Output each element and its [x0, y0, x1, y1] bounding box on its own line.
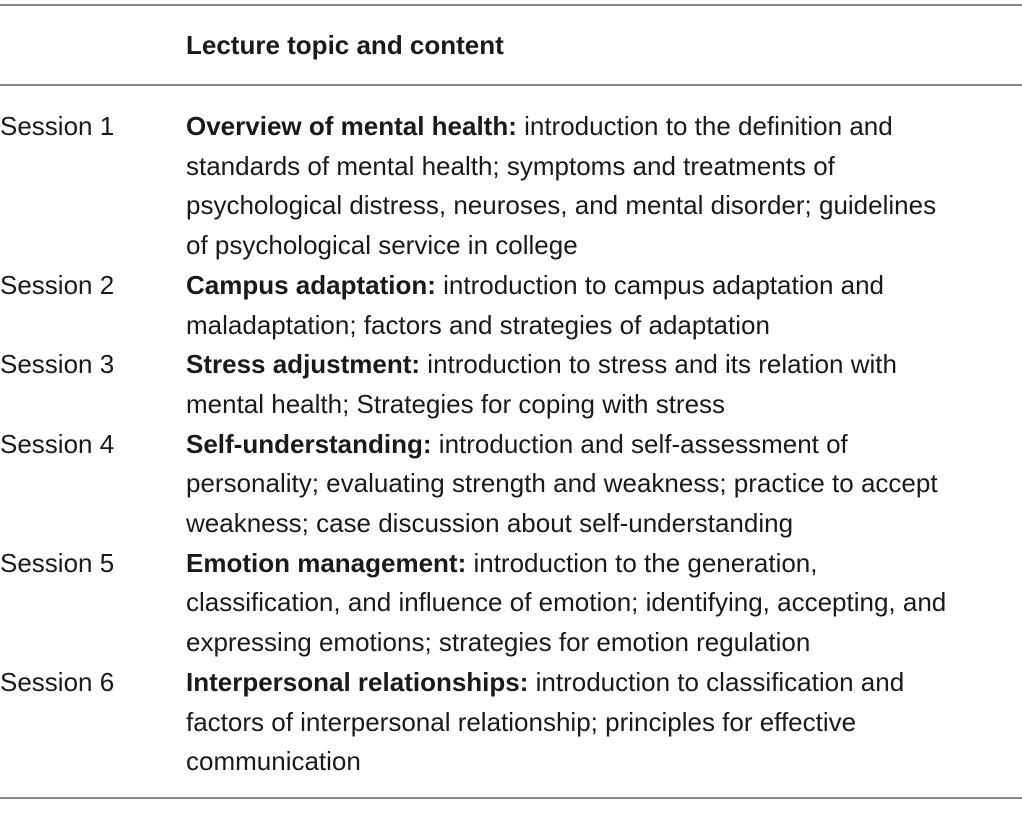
content-line — [186, 345, 1020, 385]
table-row — [0, 266, 1022, 345]
session-content — [186, 425, 1020, 544]
content-line — [186, 266, 1020, 306]
header-divider-rule — [0, 84, 1022, 86]
table-row — [0, 345, 1022, 424]
content-line: of psychological service in college — [186, 230, 578, 261]
table-top-rule — [0, 4, 1022, 6]
topic-description: introduction and self-assessment of — [431, 428, 848, 459]
session-content — [186, 345, 1020, 424]
content-line — [186, 425, 1020, 465]
topic-title: Emotion management: — [186, 547, 467, 578]
topic-title: Overview of mental health: — [186, 111, 517, 141]
session-content — [186, 544, 1020, 663]
session-content — [186, 663, 1020, 782]
content-line: factors of interpersonal relationship; principles for effective — [186, 706, 857, 737]
content-line: communication — [186, 746, 361, 777]
content-line: standards of mental health; symptoms and treatments of — [186, 150, 835, 181]
topic-description: introduction to classification and — [528, 666, 905, 697]
content-line — [186, 663, 1020, 703]
topic-description: introduction to the generation, — [466, 547, 818, 578]
session-label: Session 4 — [0, 428, 115, 459]
content-line: expressing emotions; strategies for emotion regulation — [186, 627, 811, 658]
topic-title: Stress adjustment: — [186, 349, 421, 380]
column-header-lecture-topic: Lecture topic and content — [186, 30, 504, 60]
table-bottom-rule — [0, 797, 1022, 799]
table-row — [0, 663, 1022, 782]
content-line: personality; evaluating strength and weakness; practice to accept — [186, 468, 938, 499]
session-label: Session 1 — [0, 111, 115, 141]
content-line: mental health; Strategies for coping with stress — [186, 388, 726, 419]
table-row — [0, 544, 1022, 663]
topic-title: Interpersonal relationships: — [186, 666, 529, 697]
session-label: Session 5 — [0, 547, 115, 578]
table-row — [0, 107, 1022, 266]
content-line — [186, 544, 1020, 584]
topic-description: introduction to campus adaptation and — [435, 269, 885, 300]
content-line — [186, 107, 1020, 147]
topic-title: Self-understanding: — [186, 428, 432, 459]
session-label: Session 2 — [0, 269, 115, 300]
session-label: Session 3 — [0, 349, 115, 380]
content-line: classification, and influence of emotion; identifying, accepting, and — [186, 587, 947, 618]
topic-description: introduction to the definition and — [516, 111, 893, 141]
session-label: Session 6 — [0, 666, 115, 697]
content-line: weakness; case discussion about self-understanding — [186, 508, 794, 539]
content-line: psychological distress, neuroses, and mental disorder; guidelines — [186, 190, 937, 221]
session-content — [186, 107, 1020, 266]
topic-description: introduction to stress and its relation with — [420, 349, 897, 380]
table-row — [0, 425, 1022, 544]
topic-title: Campus adaptation: — [186, 269, 436, 300]
session-content — [186, 266, 1020, 345]
table-body — [0, 107, 1022, 782]
content-line: maladaptation; factors and strategies of adaptation — [186, 309, 770, 340]
